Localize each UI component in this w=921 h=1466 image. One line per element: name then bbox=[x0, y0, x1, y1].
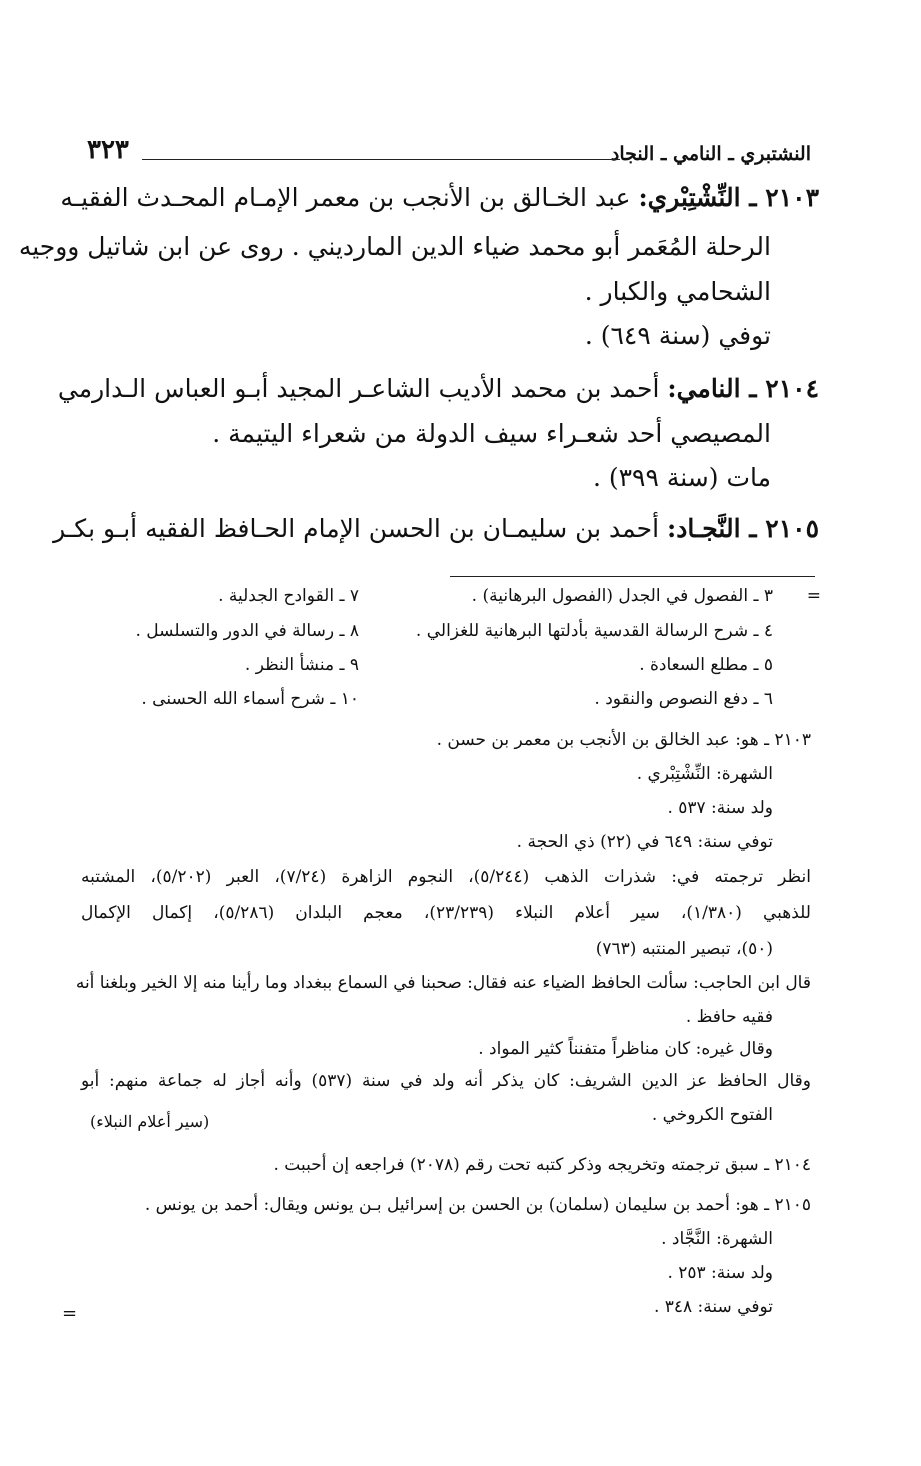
header-rule bbox=[142, 159, 620, 160]
entry-number: ٢١٠٥ bbox=[765, 514, 819, 543]
continuation-mark: = bbox=[806, 586, 821, 606]
footnote-2103-quote-2: فقيه حافظ . bbox=[685, 1007, 773, 1027]
entry-2103-line-2: الرحلة المُعَمر أبو محمد ضياء الدين المارديني . روى عن ابن شاتيل ووجيه bbox=[18, 232, 771, 261]
running-header-title: النشتبري ـ النامي ـ النجاد bbox=[610, 143, 811, 165]
footnote-2103-born: ولد سنة: ٥٣٧ . bbox=[667, 798, 773, 818]
entry-text: أحمد بن محمد الأديب الشاعـر المجيد أبـو العباس الـدارمي bbox=[57, 374, 660, 403]
footnote-2105-died: توفي سنة: ٣٤٨ . bbox=[653, 1297, 773, 1317]
entry-headword: النَّجـاد: bbox=[666, 514, 741, 543]
entry-2103-death: توفي (سنة ٦٤٩) . bbox=[584, 321, 771, 350]
footnote-2103-died: توفي سنة: ٦٤٩ في (٢٢) ذي الحجة . bbox=[516, 832, 773, 852]
entry-headword: النِّشْتِبْري: bbox=[638, 183, 741, 212]
end-mark: = bbox=[62, 1303, 78, 1324]
entry-text: أحمد بن سليمـان بن الحسن الإمام الحـافظ الفقيه أبـو بكـر bbox=[53, 514, 660, 543]
footnote-2103-intro: ٢١٠٣ ـ هو: عبد الخالق بن الأنجب بن معمر بن حسن . bbox=[436, 730, 811, 750]
footnote-2105-intro: ٢١٠٥ ـ هو: أحمد بن سليمان (سلمان) بن الحسن بن إسرائيل بـن يونس ويقال: أحمد بن يونس . bbox=[144, 1195, 811, 1215]
footnote-2104: ٢١٠٤ ـ سبق ترجمته وتخريجه وذكر كتبه تحت رقم (٢٠٧٨) فراجعه إن أحببت . bbox=[273, 1155, 811, 1175]
works-item-10: ١٠ ـ شرح أسماء الله الحسنى . bbox=[141, 689, 359, 709]
works-item-6: ٦ ـ دفع النصوص والنقود . bbox=[594, 689, 773, 709]
works-item-8: ٨ ـ رسالة في الدور والتسلسل . bbox=[135, 621, 359, 641]
entry-2103-line-1: ٢١٠٣ ـ النِّشْتِبْري: عبد الخـالق بن الأنجب بن معمر الإمـام المحـدث الفقيـه bbox=[60, 183, 819, 212]
entry-2104-line-2: المصيصي أحد شعـراء سيف الدولة من شعراء اليتيمة . bbox=[212, 419, 771, 448]
works-item-9: ٩ ـ منشأ النظر . bbox=[244, 655, 359, 675]
works-item-3: ٣ ـ الفصول في الجدل (الفصول البرهانية) . bbox=[471, 586, 773, 606]
footnote-2103-source: (سير أعلام النبلاء) bbox=[90, 1112, 210, 1131]
footnote-2103-quote-4: وقال الحافظ عز الدين الشريف: كان يذكر أنه ولد في سنة (٥٣٧) وأنه أجاز له جماعة منهم: أبو bbox=[81, 1071, 811, 1091]
works-item-5: ٥ ـ مطلع السعادة . bbox=[639, 655, 773, 675]
footnote-2105-fame: الشهرة: النَّجَّاد . bbox=[661, 1229, 773, 1249]
entry-2104-line-1: ٢١٠٤ ـ النامي: أحمد بن محمد الأديب الشاعـر المجيد أبـو العباس الـدارمي bbox=[57, 374, 819, 403]
works-item-4: ٤ ـ شرح الرسالة القدسية بأدلتها البرهانية للغزالي . bbox=[415, 621, 773, 641]
entry-number: ٢١٠٣ bbox=[765, 183, 819, 212]
footnote-2103-quote-5: الفتوح الكروخي . bbox=[651, 1105, 773, 1125]
entry-2104-death: مات (سنة ٣٩٩) . bbox=[592, 463, 771, 492]
works-item-7: ٧ ـ القوادح الجدلية . bbox=[218, 586, 359, 606]
entry-text: عبد الخـالق بن الأنجب بن معمر الإمـام المحـدث الفقيـه bbox=[60, 183, 631, 212]
footnote-2103-refs-2: للذهبي (١/٣٨٠)، سير أعلام النبلاء (٢٣/٢٣٩)، معجم البلدان (٥/٢٨٦)، إكمال الإكمال bbox=[81, 903, 811, 923]
entry-number: ٢١٠٤ bbox=[765, 374, 819, 403]
footnote-2103-quote-3: وقال غيره: كان مناظراً متفنناً كثير المواد . bbox=[478, 1039, 773, 1059]
footnote-rule bbox=[450, 576, 815, 577]
footnote-2103-refs-1: انظر ترجمته في: شذرات الذهب (٥/٢٤٤)، النجوم الزاهرة (٧/٢٤)، العبر (٥/٢٠٢)، المشتبه bbox=[81, 867, 811, 887]
footnote-2103-refs-3: (٥٠)، تبصير المنتبه (٧٦٣) bbox=[595, 939, 773, 959]
entry-2105-line-1: ٢١٠٥ ـ النَّجـاد: أحمد بن سليمـان بن الحسن الإمام الحـافظ الفقيه أبـو بكـر bbox=[53, 514, 819, 543]
page-number: ٣٢٣ bbox=[87, 135, 129, 165]
entry-headword: النامي: bbox=[667, 374, 741, 403]
footnote-2103-quote-1: قال ابن الحاجب: سألت الحافظ الضياء عنه فقال: صحبنا في السماع ببغداد وما رأينا منه إلا الخير وبلغنا أنه bbox=[75, 973, 811, 993]
footnote-2105-born: ولد سنة: ٢٥٣ . bbox=[667, 1263, 773, 1283]
footnote-2103-fame: الشهرة: النِّشْتِبْري . bbox=[636, 764, 773, 784]
entry-2103-line-3: الشحامي والكبار . bbox=[584, 277, 771, 306]
